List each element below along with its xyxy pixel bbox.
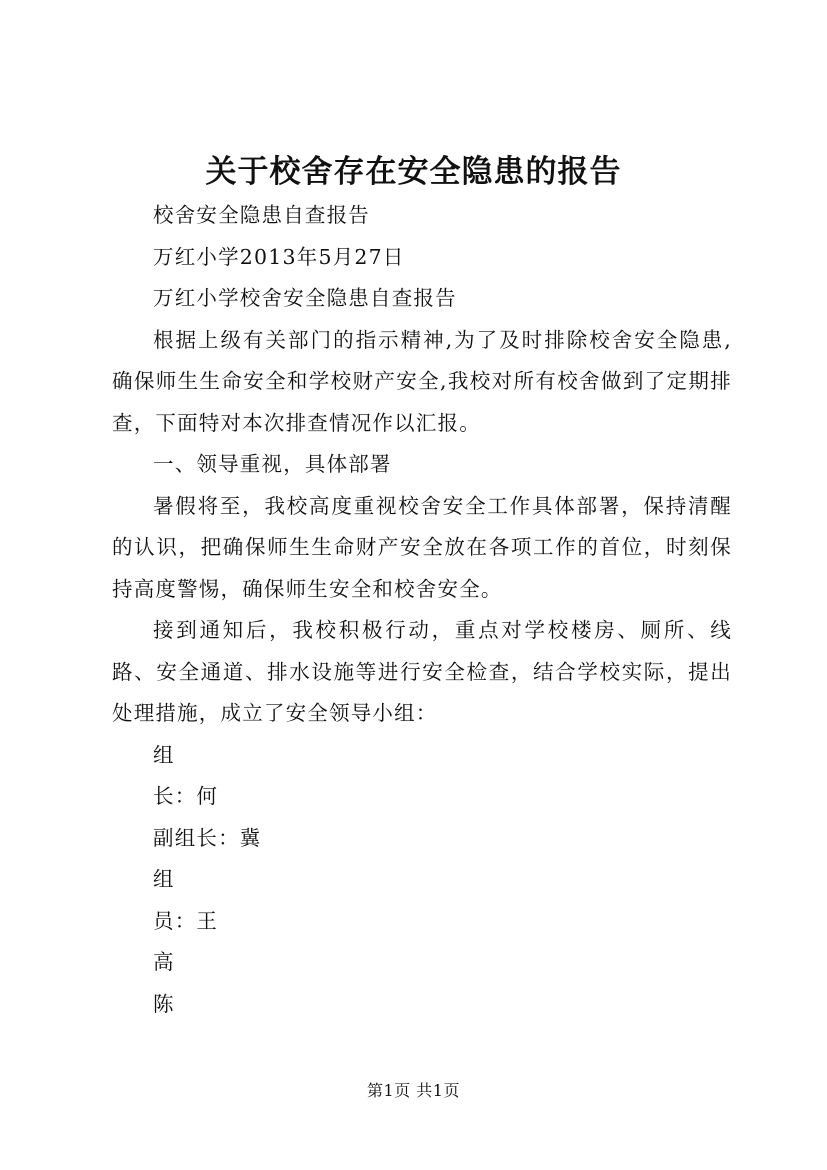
document-title: 关于校舍存在安全隐患的报告: [205, 154, 622, 190]
paragraph-member-b: 员：王: [153, 908, 219, 933]
paragraph-member-d: 陈: [153, 991, 175, 1016]
paragraph-summer: 暑假将至，我校高度重视校舍安全工作具体部署，保持清醒的认识，把确保师生生命财产安全放在各项工作的首位，时刻保持高度警惕，确保师生安全和校舍安全。: [112, 493, 732, 601]
paragraph-deputy: 副组长：冀: [153, 825, 262, 850]
paragraph-heading: 万红小学校舍安全隐患自查报告: [153, 286, 457, 310]
paragraph-intro: 根据上级有关部门的指示精神,为了及时排除校舍安全隐患,确保师生生命安全和学校财产安全,我校对所有校舍做到了定期排查，下面特对本次排查情况作以汇报。: [112, 327, 732, 435]
document-body: [112, 195, 732, 1025]
paragraph-leader-b: 长：何: [153, 784, 219, 808]
paragraph-section-1: 一、领导重视，具体部署: [153, 452, 392, 476]
paragraph-notice: 接到通知后，我校积极行动，重点对学校楼房、厕所、线路、安全通道、排水设施等进行安全检查，结合学校实际，提出处理措施，成立了安全领导小组：: [112, 618, 732, 725]
paragraph-leader-a: 组: [153, 742, 175, 767]
paragraph-subtitle: 校舍安全隐患自查报告: [153, 203, 370, 227]
paragraph-member-a: 组: [153, 867, 175, 891]
paragraph-member-c: 高: [153, 950, 175, 974]
paragraph-date: 万红小学2013年5月27日: [153, 244, 405, 269]
page-footer: 第1页 共1页: [367, 1081, 460, 1100]
